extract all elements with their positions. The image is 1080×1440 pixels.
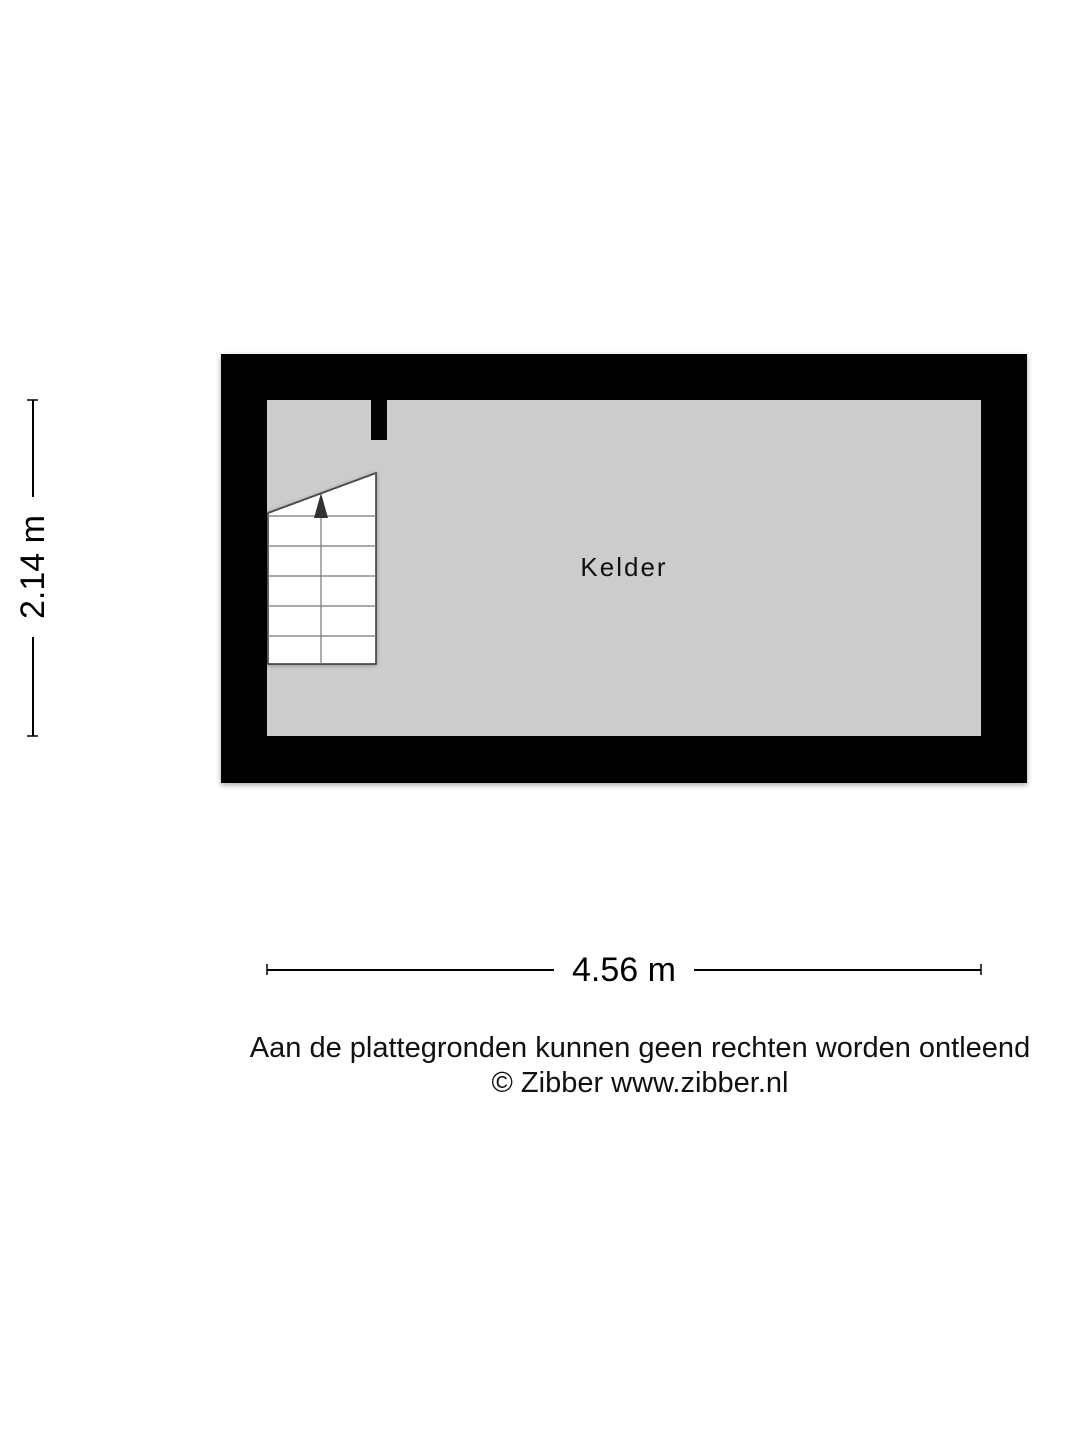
height-dimension-label: 2.14 m	[13, 497, 53, 637]
disclaimer-line: Aan de plattegronden kunnen geen rechten worden ontleend	[249, 1032, 1031, 1064]
room-label: Kelder	[580, 552, 668, 582]
disclaimer	[190, 1031, 1080, 1101]
copyright-line: © Zibber www.zibber.nl	[491, 1067, 789, 1099]
wall-stub	[371, 400, 387, 440]
width-dimension-label: 4.56 m	[554, 950, 694, 990]
